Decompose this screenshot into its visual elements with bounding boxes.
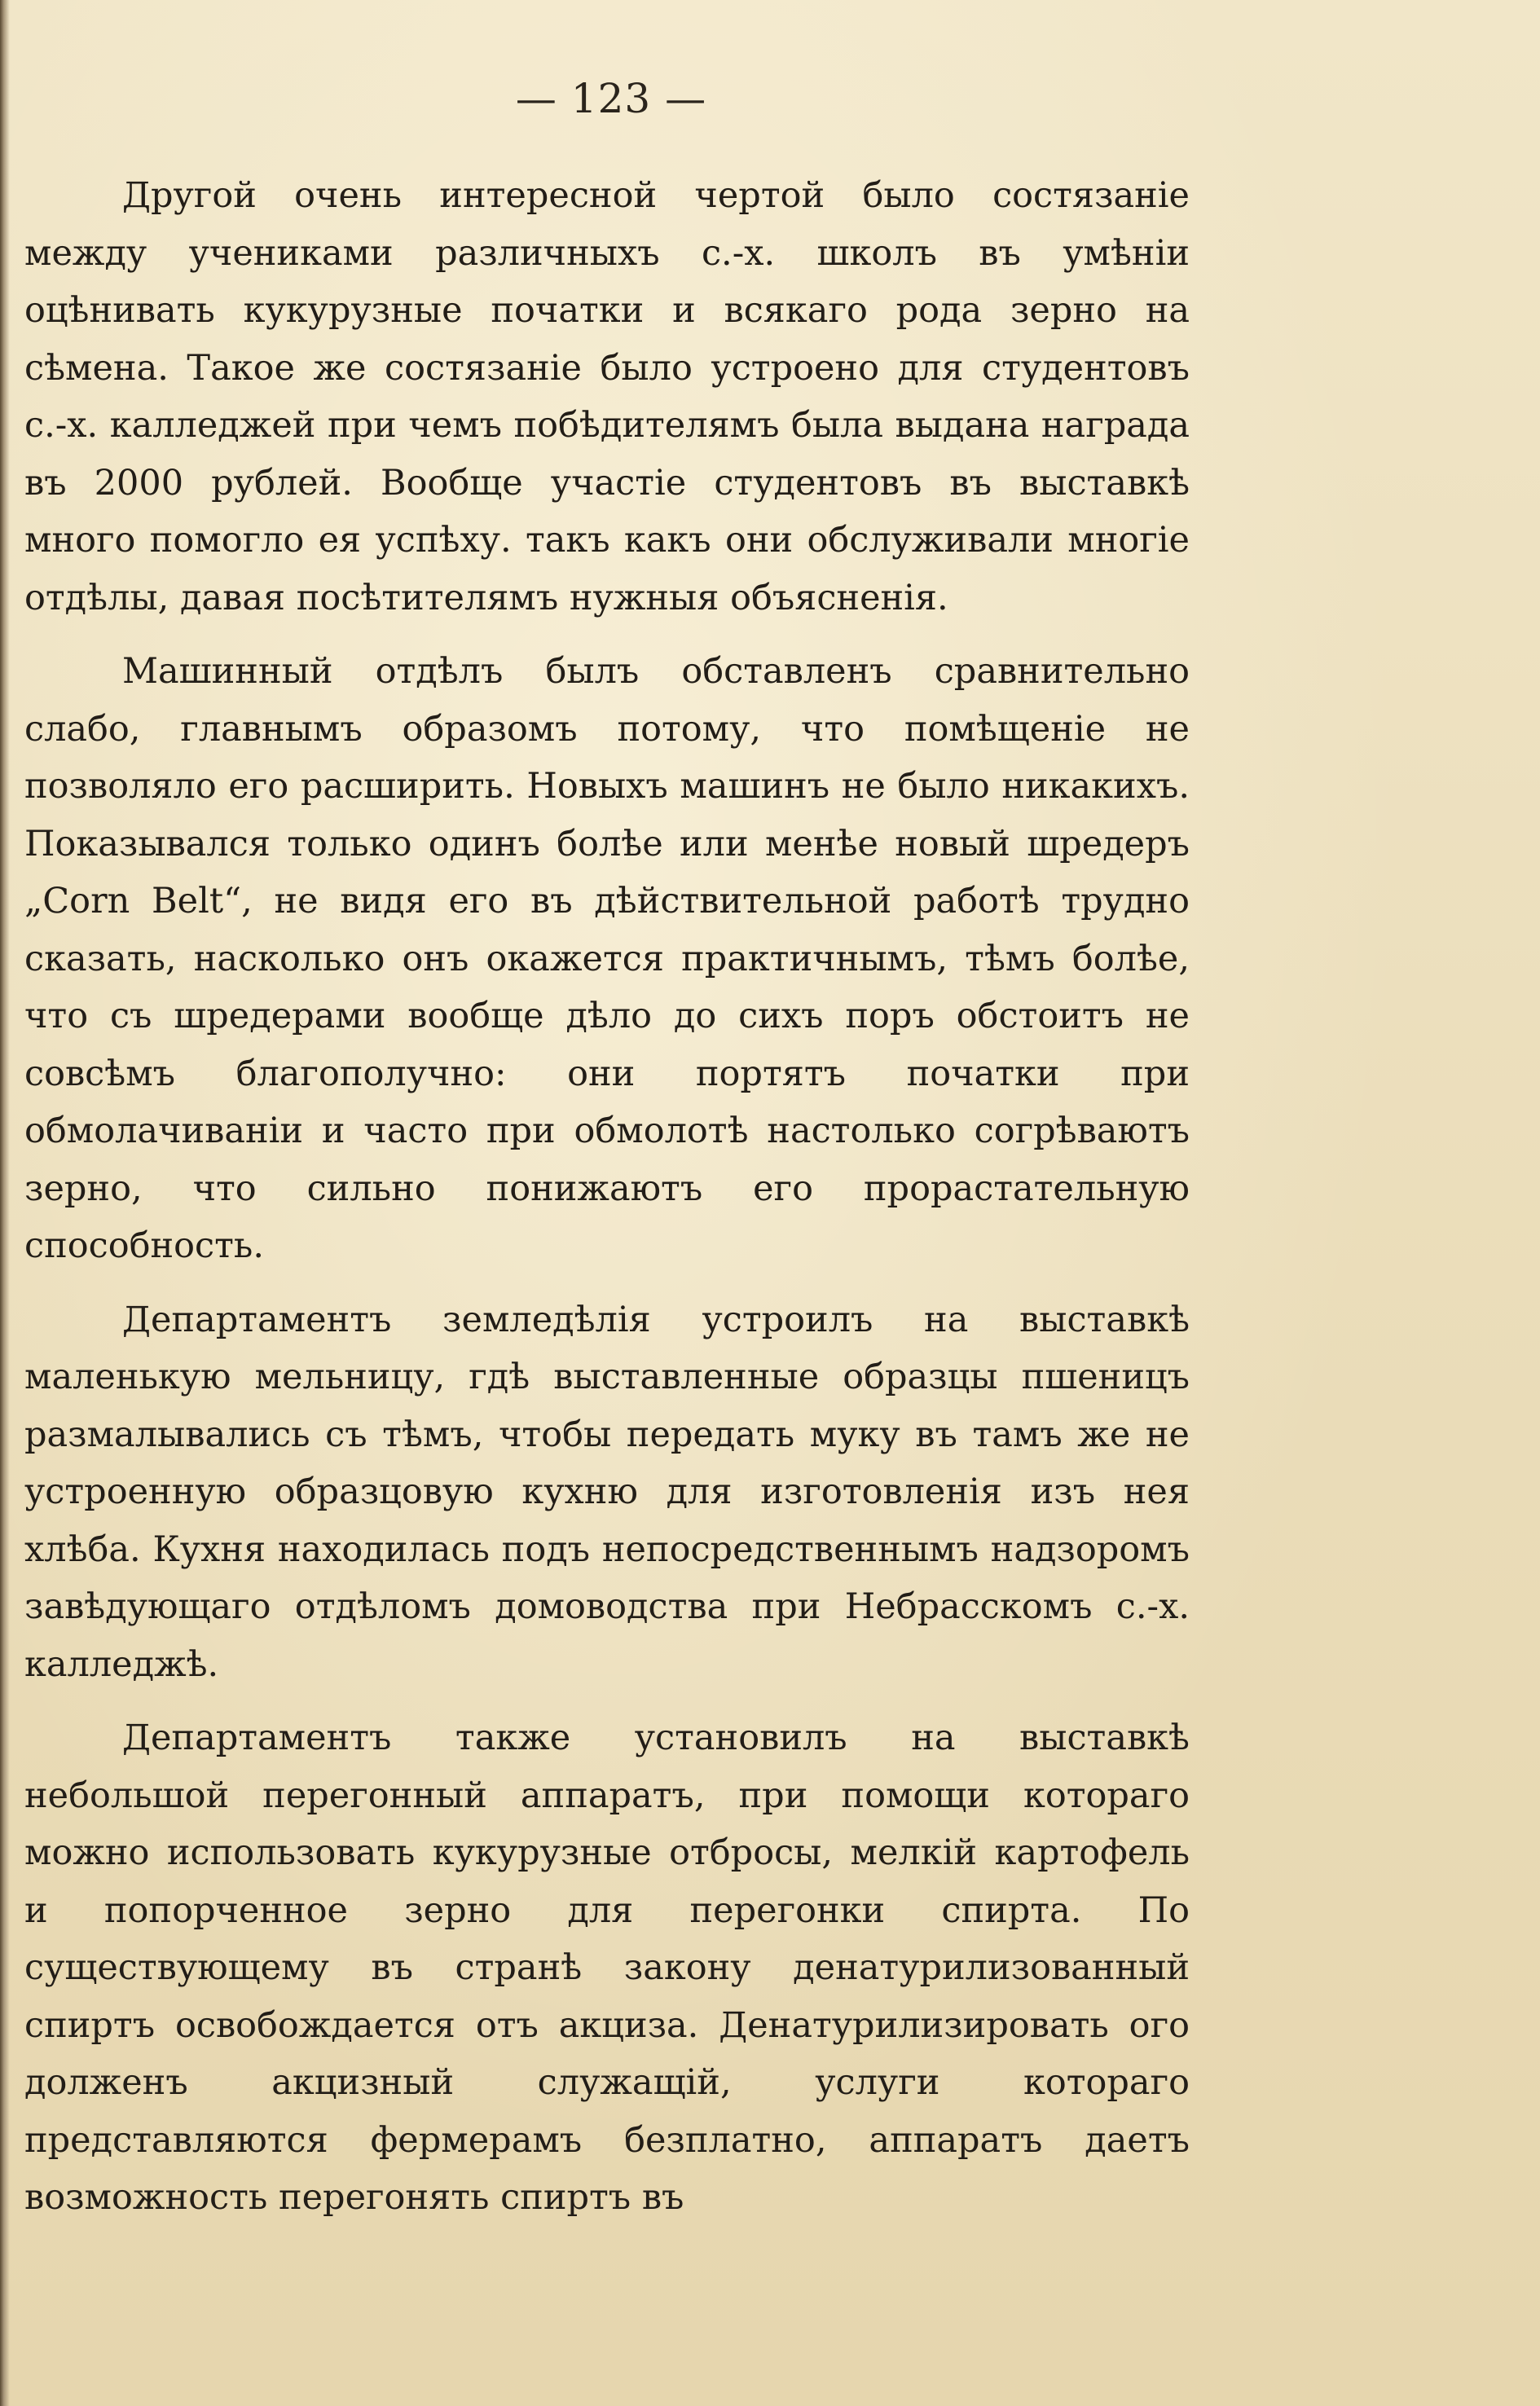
binding-gutter <box>0 0 10 2406</box>
body-text <box>24 167 1190 2243</box>
paragraph-machinery: Машинный отдѣлъ былъ обставленъ сравнительно слабо, главнымъ образомъ потому, что помѣщеніе не позволяло его расширить. Новыхъ машинъ не было никакихъ. Показывался только одинъ болѣе или менѣе новый шредеръ „Corn Belt“, не видя его въ дѣйствительной работѣ трудно сказать, насколько онъ окажется практичнымъ, тѣмъ болѣе, что съ шредерами вообще дѣло до сихъ поръ обстоитъ не совсѣмъ благополучно: они портятъ початки при обмолачиваніи и часто при обмолотѣ настолько согрѣваютъ зерно, что сильно понижаютъ его прорастательную способность. <box>24 651 1190 1266</box>
page-number: — 123 — <box>515 75 707 122</box>
paragraph-mill: Департаментъ земледѣлія устроилъ на выставкѣ маленькую мельницу, гдѣ выставленные образцы пшеницъ размалывались съ тѣмъ, чтобы передать муку въ тамъ же не устроенную образцовую кухню для изготовленія изъ нея хлѣба. Кухня находилась подъ непосредственнымъ надзоромъ завѣдующаго отдѣломъ домоводства при Небрасскомъ с.-х. калледжѣ. <box>24 1299 1190 1685</box>
paragraph-contest: Другой очень интересной чертой было состязаніе между учениками различныхъ с.-х. школъ въ умѣніи оцѣнивать кукурузные початки и всякаго рода зерно на сѣмена. Такое же состязаніе было устроено для студентовъ с.-х. калледжей при чемъ побѣдителямъ была выдана награда въ 2000 рублей. Вообще участіе студентовъ въ выставкѣ много помогло ея успѣху. такъ какъ они обслуживали многіе отдѣлы, давая посѣтителямъ нужныя объясненія. <box>24 175 1190 618</box>
paragraph-distillery: Департаментъ также установилъ на выставкѣ небольшой перегонный аппаратъ, при помощи котораго можно использовать кукурузные отбросы, мелкій картофель и попорченное зерно для перегонки спирта. По существующему въ странѣ закону денатурилизованный спиртъ освобождается отъ акциза. Денатурилизировать ого долженъ акцизный служащій, услуги котораго представляются фермерамъ безплатно, аппаратъ даетъ возможность перегонять спиртъ въ <box>24 1718 1190 2218</box>
